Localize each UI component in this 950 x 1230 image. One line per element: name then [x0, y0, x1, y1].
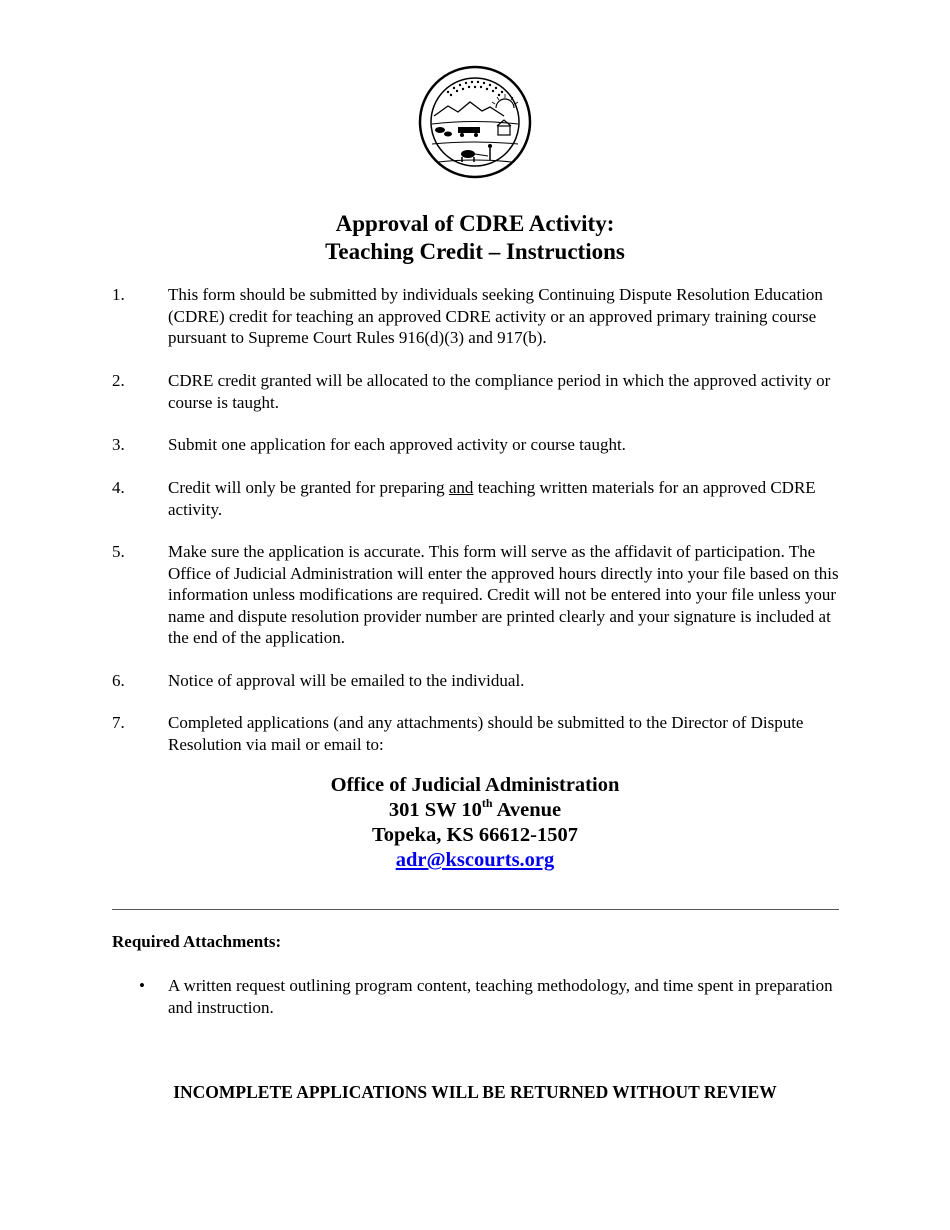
instruction-item: [112, 477, 842, 520]
instruction-text: Completed applications (and any attachments) should be submitted to the Director of Dispute Resolution via mail or email to:: [168, 713, 804, 754]
instruction-text: CDRE credit granted will be allocated to the compliance period in which the approved activity or course is taught.: [168, 371, 831, 412]
instruction-number: 7.: [112, 713, 125, 732]
instruction-text: Submit one application for each approved activity or course taught.: [168, 435, 626, 454]
email-link[interactable]: adr@kscourts.org: [395, 849, 555, 871]
instruction-number: 4.: [112, 478, 125, 497]
instruction-text-part: teaching written materials for an approved CDRE activity.: [168, 478, 816, 519]
instruction-number: 2.: [112, 371, 125, 390]
street-suffix: th: [481, 796, 493, 811]
instruction-text: This form should be submitted by individuals seeking Continuing Dispute Resolution Education (CDRE) credit for teaching an approved CDRE activity or an approved primary training course pursuant to Supreme Court Rules 916(d)(3) and 917(b).: [168, 285, 823, 347]
incomplete-warning: INCOMPLETE APPLICATIONS WILL BE RETURNED WITHOUT REVIEW: [173, 1082, 777, 1102]
instruction-item: [112, 434, 842, 456]
instruction-number: 6.: [112, 671, 125, 690]
page-title-line-2: Teaching Credit – Instructions: [325, 239, 625, 264]
street-number: 301 SW 10: [388, 799, 482, 821]
email-line: [0, 848, 950, 873]
bullet-symbol: •: [139, 976, 145, 995]
street-address: [0, 798, 950, 823]
instruction-item: [112, 370, 842, 413]
office-name: Office of Judicial Administration: [330, 774, 620, 796]
instruction-number: 3.: [112, 435, 125, 454]
state-seal-image: [418, 64, 532, 180]
instruction-item: [112, 541, 842, 649]
instruction-number: 5.: [112, 542, 125, 561]
instruction-number: 1.: [112, 285, 125, 304]
instruction-text: Notice of approval will be emailed to the individual.: [168, 671, 525, 690]
instruction-item: [112, 284, 842, 349]
attachment-item: [112, 975, 842, 1018]
street-name: Avenue: [492, 799, 562, 821]
instruction-text: [168, 477, 842, 520]
instruction-text: Make sure the application is accurate. This form will serve as the affidavit of participation. The Office of Judicial Administration will enter the approved hours directly into your file based on this information unless modifications are required. Credit will not be entered into your file unless your name and dispute resolution provider number are printed clearly and your signature is included at the end of the application.: [168, 542, 839, 647]
instruction-item: [112, 670, 842, 692]
instruction-text-part: Credit will only be granted for preparing: [168, 478, 449, 497]
city-line: Topeka, KS 66612-1507: [372, 824, 578, 846]
underlined-word: and: [448, 478, 474, 497]
attachments-heading: Required Attachments:: [112, 932, 282, 951]
attachment-text: A written request outlining program content, teaching methodology, and time spent in preparation and instruction.: [168, 976, 833, 1017]
page-title-line-1: Approval of CDRE Activity:: [335, 211, 615, 236]
instruction-item: [112, 712, 842, 755]
section-divider: [112, 909, 839, 910]
